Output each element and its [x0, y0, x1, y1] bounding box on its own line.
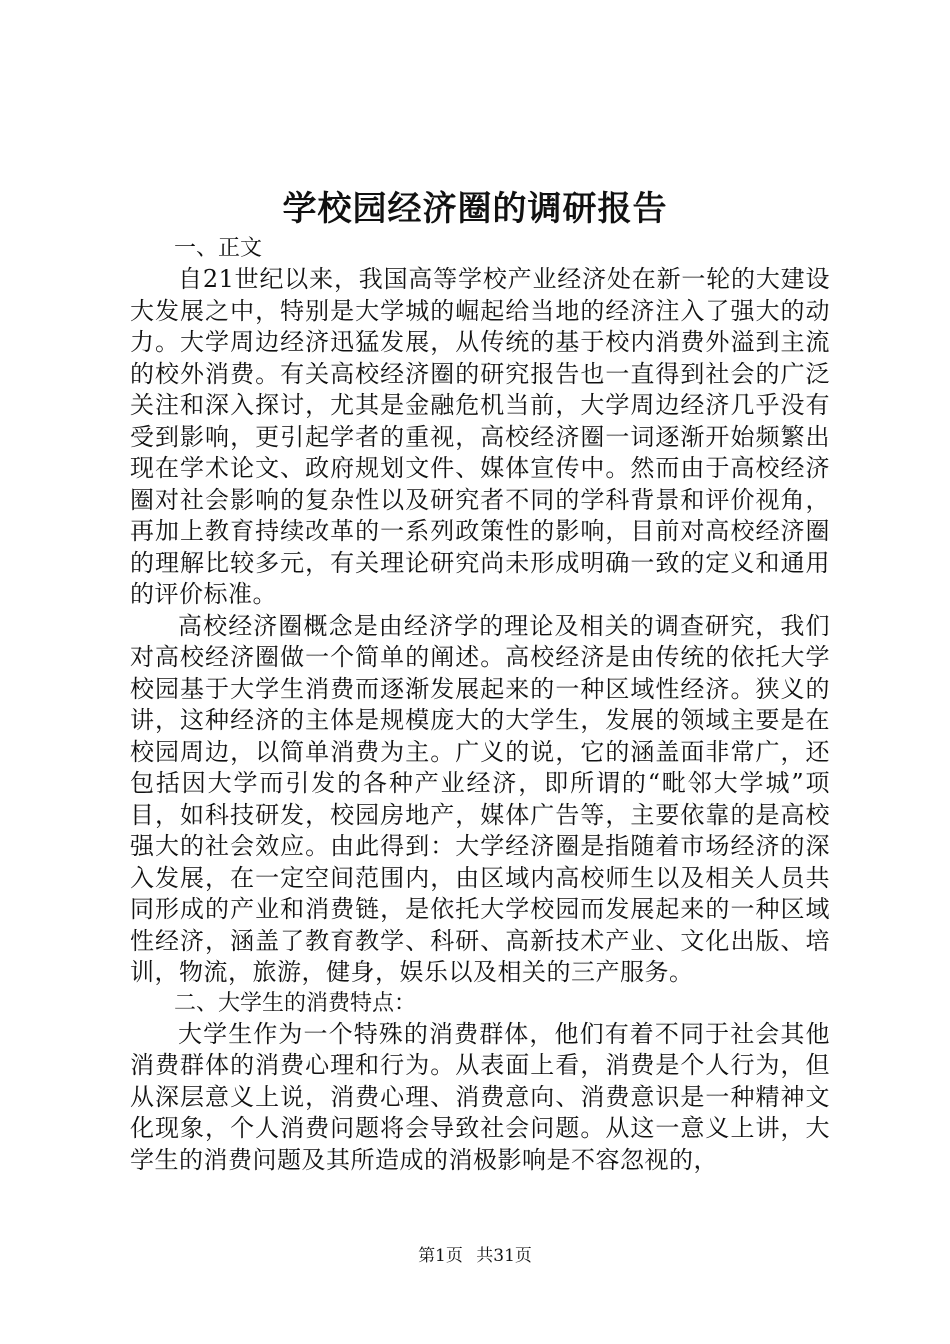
- document-body: [130, 234, 830, 1176]
- total-pages-label: 共31页: [476, 1246, 532, 1266]
- section-heading-2: 二、大学生的消费特点：: [174, 990, 417, 1016]
- section-heading-1: 一、正文: [174, 236, 263, 261]
- page-footer: [0, 1244, 950, 1268]
- paragraph-2: 高校经济圈概念是由经济学的理论及相关的调查研究，我们对高校经济圈做一个简单的阐述。高校经济是由传统的依托大学校园基于大学生消费而逐渐发展起来的一种区域性经济。狭义的讲，这种经济的主体是规模庞大的大学生，发展的领域主要是在校园周边，以简单消费为主。广义的说，它的涵盖面非常广，还包括因大学而引发的各种产业经济，即所谓的“毗邻大学城”项目，如科技研发，校园房地产，媒体广告等，主要依靠的是高校强大的社会效应。由此得到：大学经济圈是指随着市场经济的深入发展，在一定空间范围内，由区域内高校师生以及相关人员共同形成的产业和消费链，是依托大学校园而发展起来的一种区域性经济，涵盖了教育教学、科研、高新技术产业、文化出版、培训，物流，旅游，健身，娱乐以及相关的三产服务。: [130, 611, 830, 986]
- paragraph-1: 自21世纪以来，我国高等学校产业经济处在新一轮的大建设大发展之中，特别是大学城的崛起给当地的经济注入了强大的动力。大学周边经济迅猛发展，从传统的基于校内消费外溢到主流的校外消费。有关高校经济圈的研究报告也一直得到社会的广泛关注和深入探讨，尤其是金融危机当前，大学周边经济几乎没有受到影响，更引起学者的重视，高校经济圈一词逐渐开始频繁出现在学术论文、政府规划文件、媒体宣传中。然而由于高校经济圈对社会影响的复杂性以及研究者不同的学科背景和评价视角，再加上教育持续改革的一系列政策性的影响，目前对高校经济圈的理解比较多元，有关理论研究尚未形成明确一致的定义和通用的评价标准。: [130, 265, 830, 608]
- paragraph-3: 大学生作为一个特殊的消费群体，他们有着不同于社会其他消费群体的消费心理和行为。从表面上看，消费是个人行为，但从深层意义上说，消费心理、消费意向、消费意识是一种精神文化现象，个人消费问题将会导致社会问题。从这一意义上讲，大学生的消费问题及其所造成的消极影响是不容忽视的，: [130, 1019, 830, 1174]
- current-page-label: 第1页: [418, 1246, 463, 1266]
- document-title: 学校园经济圈的调研报告: [282, 189, 668, 229]
